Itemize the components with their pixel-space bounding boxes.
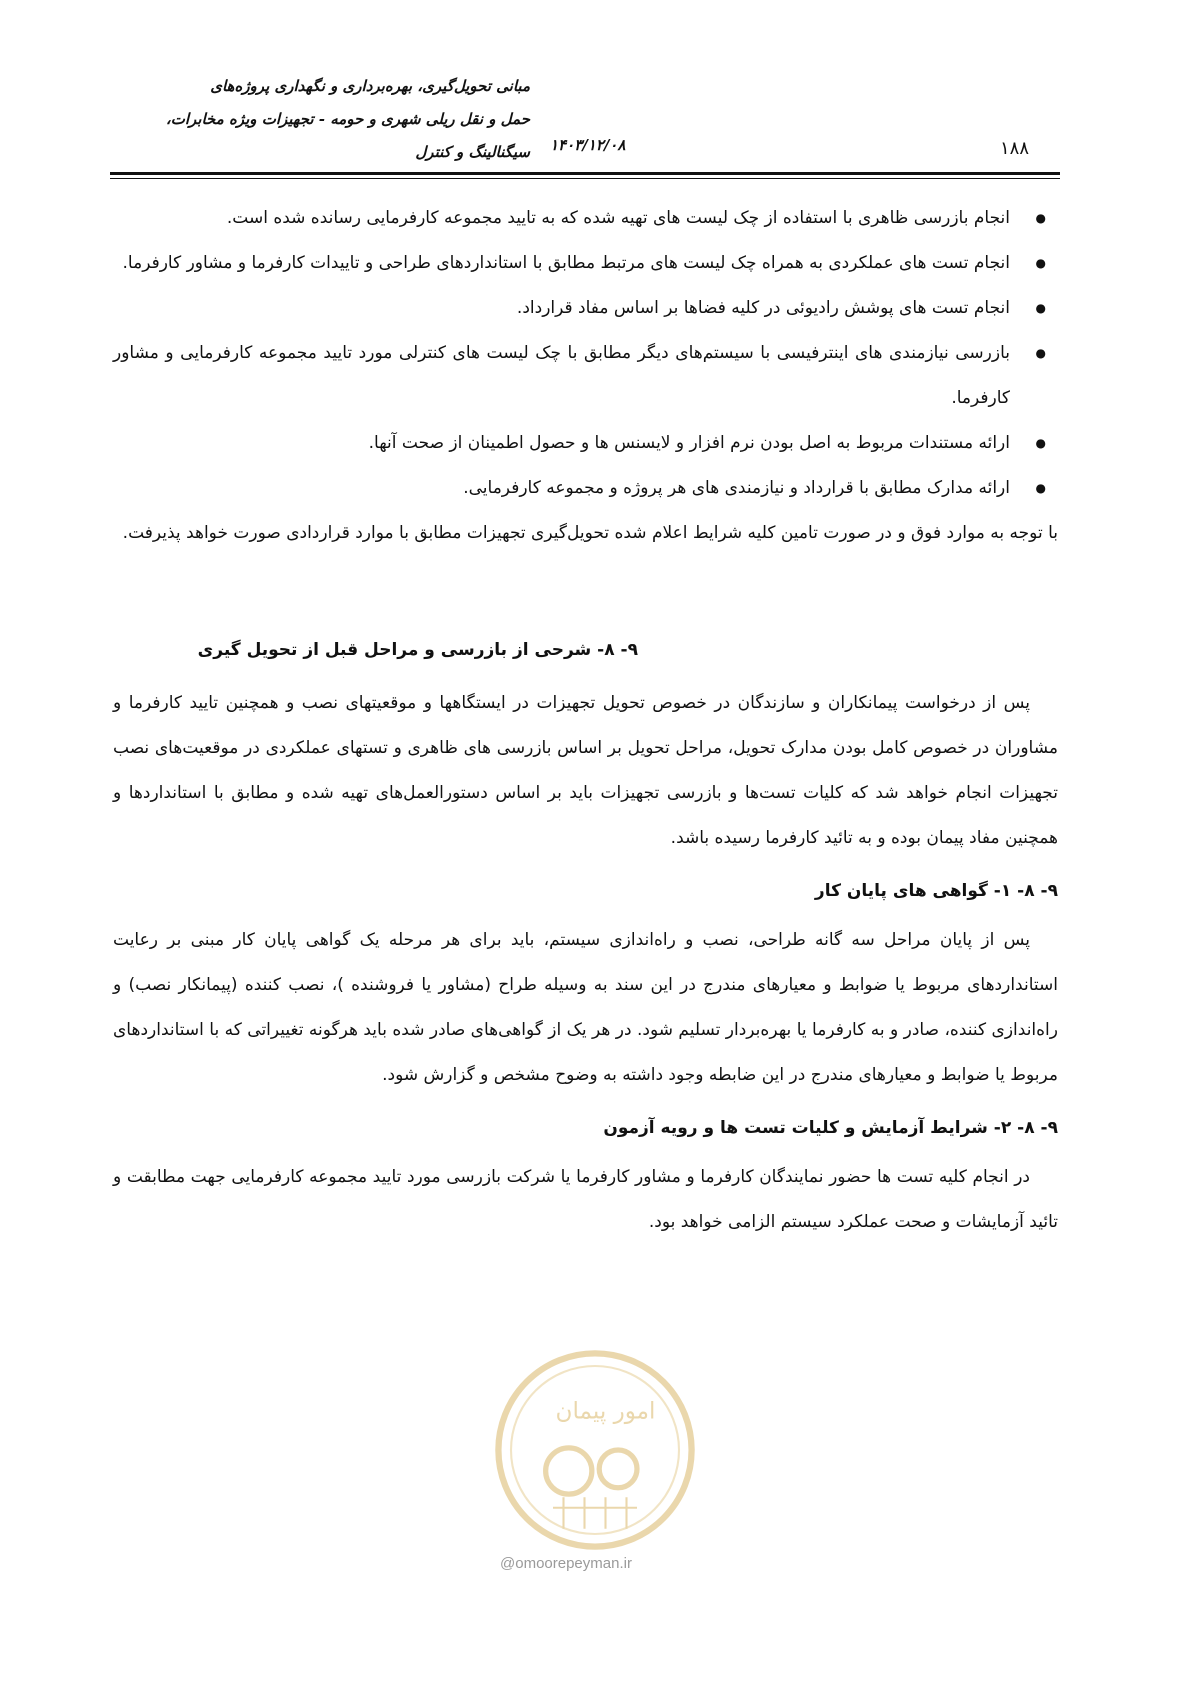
header-title-line: حمل و نقل ریلی شهری و حومه - تجهیزات ویژه مخابرات، [165,110,530,128]
list-item: ● انجام تست های پوشش رادیوئی در کلیه فضاها بر اساس مفاد قرارداد. [113,286,1010,331]
watermark-logo-icon [490,1345,700,1555]
list-item: ● ارائه مستندات مربوط به اصل بودن نرم افزار و لایسنس ها و حصول اطمینان از صحت آنها. [113,421,1010,466]
section-body-9-8-1: پس از پایان مراحل سه گانه طراحی، نصب و راه‌اندازی سیستم، باید برای هر مرحله یک گواهی پایان کار مبنی بر رعایت استانداردهای مربوط یا ضوابط و معیارهای مندرج در این سند به وسیله طراح (مشاور یا فروشنده )، نصب کننده (پیمانکار نصب) و راه‌اندازی کننده، صادر و به کارفرما یا بهره‌بردار تسلیم شود. در هر یک از گواهی‌های صادر شده باید هرگونه تغییراتی که با استانداردهای مربوط یا ضوابط و معیارهای مندرج در این ضابطه وجود داشته به وضوح مشخص و گزارش شود. [113,930,1058,1085]
list-item: ● انجام تست های عملکردی به همراه چک لیست های مرتبط مطابق با استانداردهای طراحی و تاییدات کارفرما و مشاور کارفرما. [113,241,1010,286]
header-title [110,70,530,169]
list-item: ● انجام بازرسی ظاهری با استفاده از چک لیست های تهیه شده که به تایید مجموعه کارفرمایی رسانده شده است. [113,196,1010,241]
section-heading-9-8-2: ۹- ۸- ۲- شرایط آزمایش و کلیات تست ها و رویه آزمون [603,1118,1058,1138]
list-item: ● بازرسی نیازمندی های اینترفیسی با سیستم‌های دیگر مطابق با چک لیست های کنترلی مورد تایید مجموعه کارفرمایی و مشاور کارفرما. [113,331,1010,421]
section-body-9-8-2: در انجام کلیه تست ها حضور نمایندگان کارفرما و مشاور کارفرما یا شرکت بازرسی مورد تایید مجموعه کارفرمایی جهت مطابقت و تائید آزمایشات و صحت عملکرد سیستم الزامی خواهد بود. [113,1167,1058,1232]
intro-paragraph: با توجه به موارد فوق و در صورت تامین کلیه شرایط اعلام شده تحویل‌گیری تجهیزات مطابق با موارد قراردادی صورت خواهد پذیرفت. [122,523,1058,543]
header-rule-thick [110,172,1060,175]
header-rule-thin [110,178,1060,179]
header-title-line: سیگنالینگ و کنترل [415,143,530,161]
list-item: ● ارائه مدارک مطابق با قرارداد و نیازمندی های هر پروژه و مجموعه کارفرمایی. [113,466,1010,511]
page-number: ۱۸۸ [1000,138,1030,159]
watermark-site: @omoorepeyman.ir [500,1555,632,1572]
page-header [110,62,1060,172]
page-body [113,196,1058,1245]
header-date: ۱۴۰۳/۱۲/۰۸ [550,136,626,154]
bullet-list [113,196,1058,511]
watermark-logo-text: امور پیمان [555,1398,656,1425]
section-heading-9-8-1: ۹- ۸- ۱- گواهی های پایان کار [814,881,1058,901]
section-heading-9-8: ۹- ۸- شرحی از بازرسی و مراحل قبل از تحویل گیری [197,640,638,660]
header-title-line: مبانی تحویل‌گیری، بهره‌برداری و نگهداری پروژه‌های [210,77,530,95]
section-body-9-8: پس از درخواست پیمانکاران و سازندگان در خصوص تحویل تجهیزات در ایستگاهها و موقعیتهای نصب و همچنین تایید کارفرما و مشاوران در خصوص کامل بودن مدارک تحویل، مراحل تحویل بر اساس بازرسی های ظاهری و تستهای عملکردی در موقعیت‌های نصب تجهیزات انجام خواهد شد که کلیات تست‌ها و بازرسی تجهیزات باید بر اساس دستورالعمل‌های تهیه شده و مطابق با استانداردها و همچنین مفاد پیمان بوده و به تائید کارفرما رسیده باشد. [113,693,1058,848]
